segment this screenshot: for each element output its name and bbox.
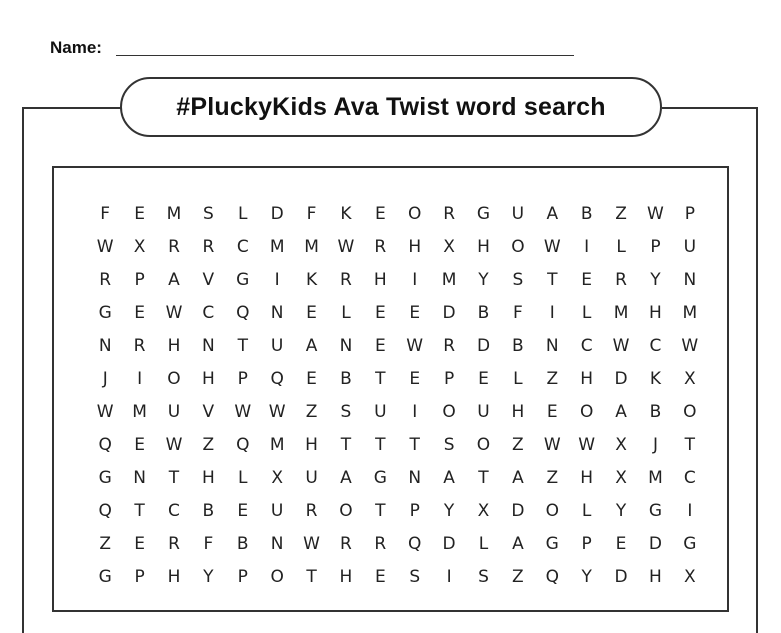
grid-letter[interactable]: I (137, 369, 143, 389)
grid-row (88, 231, 707, 264)
name-input-line[interactable] (116, 55, 574, 56)
grid-row (88, 462, 707, 495)
grid-letter[interactable]: I (549, 303, 555, 323)
grid-letter[interactable]: A (443, 468, 455, 488)
grid-letter[interactable]: C (168, 501, 180, 521)
grid-letter[interactable]: T (168, 468, 180, 488)
grid-letter[interactable]: L (581, 303, 592, 323)
grid-letter[interactable]: W (337, 237, 355, 257)
grid-letter[interactable]: R (99, 270, 112, 290)
grid-letter[interactable]: M (441, 270, 457, 290)
grid-letter[interactable]: Z (615, 204, 627, 224)
grid-letter[interactable]: P (134, 567, 145, 587)
grid-letter[interactable]: S (409, 567, 421, 587)
grid-row (88, 561, 707, 594)
grid-letter[interactable]: R (374, 237, 387, 257)
grid-letter[interactable]: U (270, 501, 284, 521)
grid-letter[interactable]: H (511, 402, 525, 422)
grid-letter[interactable]: B (649, 402, 662, 422)
grid-letter[interactable]: W (543, 237, 561, 257)
grid-letter[interactable]: W (406, 336, 424, 356)
grid-letter[interactable]: F (100, 204, 111, 224)
grid-letter[interactable]: P (684, 204, 695, 224)
grid-letter[interactable]: O (545, 501, 559, 521)
grid-letter[interactable]: X (684, 567, 696, 587)
grid-letter[interactable]: U (477, 402, 490, 422)
grid-letter[interactable]: R (202, 237, 215, 257)
grid-letter[interactable]: H (201, 369, 215, 389)
grid-letter[interactable]: H (580, 468, 594, 488)
title-banner (120, 77, 662, 137)
grid-letter[interactable]: N (98, 336, 112, 356)
grid-letter[interactable]: M (132, 402, 147, 422)
word-search-box (52, 166, 729, 612)
grid-letter[interactable]: W (96, 237, 114, 257)
name-label: Name: (50, 38, 102, 57)
grid-letter[interactable]: H (201, 468, 215, 488)
grid-letter[interactable]: H (477, 237, 490, 257)
grid-letter[interactable]: P (237, 369, 248, 389)
grid-letter[interactable]: L (616, 237, 626, 257)
grid-letter[interactable]: E (409, 303, 421, 323)
grid-row (88, 429, 707, 462)
grid-letter[interactable]: R (340, 270, 352, 290)
grid-letter[interactable]: X (615, 435, 627, 455)
grid-letter[interactable]: I (687, 501, 693, 521)
grid-letter[interactable]: U (511, 204, 525, 224)
grid-letter[interactable]: L (238, 204, 248, 224)
grid-letter[interactable]: U (374, 402, 387, 422)
grid-letter[interactable]: J (652, 435, 658, 455)
grid-letter[interactable]: W (268, 402, 286, 422)
grid-letter[interactable]: A (546, 204, 559, 224)
grid-letter[interactable]: V (202, 402, 215, 422)
grid-letter[interactable]: Z (512, 567, 524, 587)
grid-letter[interactable]: P (134, 270, 145, 290)
frame-top-left-line (22, 107, 122, 109)
grid-letter[interactable]: E (134, 534, 145, 554)
grid-letter[interactable]: E (134, 435, 145, 455)
grid-letter[interactable]: O (167, 369, 181, 389)
grid-letter[interactable]: T (547, 270, 558, 290)
grid-letter[interactable]: H (167, 336, 181, 356)
grid-letter[interactable]: W (681, 336, 699, 356)
grid-letter[interactable]: W (578, 435, 596, 455)
grid-letter[interactable]: D (476, 336, 491, 356)
grid-row (88, 198, 707, 231)
grid-letter[interactable]: E (374, 336, 386, 356)
grid-letter[interactable]: B (340, 369, 352, 389)
grid-letter[interactable]: E (237, 501, 249, 521)
grid-letter[interactable]: G (236, 270, 250, 290)
grid-letter[interactable]: L (513, 369, 523, 389)
grid-letter[interactable]: H (373, 270, 387, 290)
grid-letter[interactable]: P (650, 237, 661, 257)
grid-letter[interactable]: Y (478, 270, 489, 290)
grid-letter[interactable]: Z (546, 468, 559, 488)
grid-letter[interactable]: T (237, 336, 248, 356)
grid-letter[interactable]: Q (408, 534, 422, 554)
grid-letter[interactable]: R (340, 534, 352, 554)
grid-letter[interactable]: K (649, 369, 662, 389)
grid-letter[interactable]: F (306, 204, 317, 224)
grid-letter[interactable]: P (581, 534, 592, 554)
grid-letter[interactable]: M (613, 303, 629, 323)
grid-letter[interactable]: B (512, 336, 524, 356)
grid-letter[interactable]: T (375, 501, 386, 521)
grid-letter[interactable]: G (683, 534, 697, 554)
grid-letter[interactable]: P (237, 567, 248, 587)
grid-letter[interactable]: C (236, 237, 249, 257)
grid-letter[interactable]: W (96, 402, 114, 422)
grid-letter[interactable]: A (340, 468, 352, 488)
grid-row (88, 264, 707, 297)
grid-letter[interactable]: C (649, 336, 662, 356)
grid-letter[interactable]: H (305, 435, 318, 455)
grid-letter[interactable]: R (168, 534, 180, 554)
grid-letter[interactable]: H (649, 567, 662, 587)
grid-letter[interactable]: A (512, 468, 524, 488)
grid-letter[interactable]: Z (305, 402, 318, 422)
grid-letter[interactable]: O (683, 402, 697, 422)
grid-letter[interactable]: G (373, 468, 387, 488)
grid-row (88, 528, 707, 561)
grid-letter[interactable]: L (581, 501, 592, 521)
grid-letter[interactable]: Z (99, 534, 112, 554)
grid-letter[interactable]: K (305, 270, 318, 290)
grid-letter[interactable]: G (545, 534, 559, 554)
grid-letter[interactable]: D (442, 303, 456, 323)
grid-row (88, 297, 707, 330)
grid-letter[interactable]: K (340, 204, 352, 224)
grid-letter[interactable]: H (167, 567, 181, 587)
grid-row (88, 495, 707, 528)
grid-letter[interactable]: E (478, 369, 489, 389)
grid-letter[interactable]: X (684, 369, 696, 389)
grid-letter[interactable]: R (615, 270, 627, 290)
grid-letter[interactable]: N (202, 336, 215, 356)
grid-letter[interactable]: F (203, 534, 214, 554)
grid-letter[interactable]: R (443, 204, 455, 224)
grid-letter[interactable]: X (133, 237, 146, 257)
grid-letter[interactable]: Q (236, 303, 250, 323)
grid-letter[interactable]: Y (443, 501, 455, 521)
grid-letter[interactable]: Q (270, 369, 284, 389)
grid-row (88, 396, 707, 429)
grid-letter[interactable]: R (168, 237, 180, 257)
grid-letter[interactable]: I (584, 237, 590, 257)
grid-letter[interactable]: R (305, 501, 318, 521)
grid-letter[interactable]: F (512, 303, 523, 323)
grid-letter[interactable]: I (412, 402, 418, 422)
grid-letter[interactable]: N (408, 468, 422, 488)
grid-letter[interactable]: G (648, 501, 663, 521)
grid-letter[interactable]: L (341, 303, 351, 323)
grid-letter[interactable]: V (202, 270, 215, 290)
grid-letter[interactable]: Y (203, 567, 214, 587)
grid-letter[interactable]: M (166, 204, 182, 224)
grid-letter[interactable]: S (202, 204, 214, 224)
grid-letter[interactable]: Z (512, 435, 524, 455)
grid-letter[interactable]: H (339, 567, 353, 587)
grid-letter[interactable]: A (305, 336, 318, 356)
grid-letter[interactable]: H (580, 369, 594, 389)
grid-letter[interactable]: X (477, 501, 490, 521)
letter-grid (88, 198, 707, 594)
grid-letter[interactable]: E (374, 303, 386, 323)
grid-letter[interactable]: N (270, 303, 284, 323)
grid-letter[interactable]: B (236, 534, 249, 554)
grid-letter[interactable]: E (409, 369, 421, 389)
grid-letter[interactable]: S (443, 435, 455, 455)
grid-letter[interactable]: L (238, 468, 248, 488)
grid-letter[interactable]: S (340, 402, 352, 422)
grid-letter[interactable]: D (648, 534, 662, 554)
grid-letter[interactable]: U (683, 237, 697, 257)
grid-letter[interactable]: Z (202, 435, 215, 455)
grid-letter[interactable]: U (305, 468, 318, 488)
grid-letter[interactable]: Y (615, 501, 627, 521)
grid-letter[interactable]: Q (236, 435, 250, 455)
grid-letter[interactable]: E (374, 567, 386, 587)
grid-letter[interactable]: Z (546, 369, 559, 389)
grid-letter[interactable]: T (375, 435, 386, 455)
grid-letter[interactable]: O (408, 204, 422, 224)
grid-letter[interactable]: O (339, 501, 353, 521)
grid-letter[interactable]: M (269, 435, 285, 455)
grid-letter[interactable]: N (270, 534, 284, 554)
grid-letter[interactable]: B (580, 204, 593, 224)
grid-letter[interactable]: L (478, 534, 489, 554)
grid-letter[interactable]: E (306, 369, 317, 389)
grid-letter[interactable]: W (612, 336, 630, 356)
grid-letter[interactable]: X (443, 237, 455, 257)
grid-letter[interactable]: U (167, 402, 181, 422)
grid-letter[interactable]: O (270, 567, 284, 587)
grid-letter[interactable]: D (442, 534, 456, 554)
grid-letter[interactable]: O (511, 237, 525, 257)
grid-letter[interactable]: B (202, 501, 215, 521)
grid-letter[interactable]: D (614, 369, 628, 389)
grid-letter[interactable]: W (165, 435, 183, 455)
grid-letter[interactable]: U (270, 336, 284, 356)
grid-letter[interactable]: O (476, 435, 491, 455)
grid-row (88, 330, 707, 363)
grid-letter[interactable]: T (684, 435, 696, 455)
grid-letter[interactable]: M (304, 237, 319, 257)
name-row (50, 36, 576, 60)
grid-letter[interactable]: M (682, 303, 698, 323)
grid-letter[interactable]: N (133, 468, 146, 488)
grid-letter[interactable]: T (340, 435, 352, 455)
grid-letter[interactable]: P (443, 369, 455, 389)
grid-letter[interactable]: T (306, 567, 317, 587)
grid-letter[interactable]: O (579, 402, 594, 422)
grid-letter[interactable]: Q (545, 567, 559, 587)
grid-letter[interactable]: S (512, 270, 524, 290)
grid-row (88, 363, 707, 396)
grid-letter[interactable]: T (375, 369, 386, 389)
page-title: #PluckyKids Ava Twist word search (176, 92, 606, 121)
grid-letter[interactable]: M (269, 237, 285, 257)
grid-letter[interactable]: Q (98, 501, 112, 521)
grid-letter[interactable]: N (545, 336, 559, 356)
grid-letter[interactable]: W (647, 204, 664, 224)
grid-letter[interactable]: I (412, 270, 418, 290)
grid-letter[interactable]: E (546, 402, 558, 422)
grid-letter[interactable]: E (581, 270, 593, 290)
frame-left-border (22, 107, 24, 633)
grid-letter[interactable]: T (134, 501, 145, 521)
grid-letter[interactable]: R (133, 336, 146, 356)
grid-letter[interactable]: P (409, 501, 420, 521)
grid-letter[interactable]: X (271, 468, 283, 488)
grid-letter[interactable]: E (374, 204, 386, 224)
grid-letter[interactable]: Y (581, 567, 592, 587)
frame-right-border (756, 107, 758, 633)
grid-letter[interactable]: E (134, 303, 145, 323)
grid-letter[interactable]: S (478, 567, 489, 587)
grid-letter[interactable]: W (303, 534, 320, 554)
grid-letter[interactable]: E (615, 534, 627, 554)
grid-letter[interactable]: G (476, 204, 491, 224)
grid-letter[interactable]: N (683, 270, 697, 290)
grid-letter[interactable]: I (446, 567, 452, 587)
grid-letter[interactable]: A (512, 534, 524, 554)
grid-letter[interactable]: N (339, 336, 353, 356)
grid-letter[interactable]: Q (98, 435, 112, 455)
grid-letter[interactable]: C (202, 303, 215, 323)
grid-letter[interactable]: H (408, 237, 422, 257)
grid-letter[interactable]: T (409, 435, 420, 455)
grid-letter[interactable]: G (98, 303, 112, 323)
grid-letter[interactable]: E (306, 303, 317, 323)
grid-letter[interactable]: D (511, 501, 525, 521)
grid-letter[interactable]: C (580, 336, 593, 356)
grid-letter[interactable]: W (165, 303, 183, 323)
grid-letter[interactable]: A (168, 270, 180, 290)
grid-letter[interactable]: T (478, 468, 489, 488)
grid-letter[interactable]: X (615, 468, 627, 488)
grid-letter[interactable]: J (102, 369, 108, 389)
grid-letter[interactable]: E (134, 204, 145, 224)
grid-letter[interactable]: W (543, 435, 561, 455)
grid-letter[interactable]: D (270, 204, 284, 224)
grid-letter[interactable]: I (274, 270, 280, 290)
grid-letter[interactable]: A (615, 402, 627, 422)
grid-letter[interactable]: H (649, 303, 662, 323)
grid-letter[interactable]: G (98, 567, 112, 587)
grid-letter[interactable]: C (683, 468, 696, 488)
grid-letter[interactable]: M (648, 468, 663, 488)
grid-letter[interactable]: W (234, 402, 252, 422)
grid-letter[interactable]: D (614, 567, 628, 587)
grid-letter[interactable]: O (442, 402, 456, 422)
grid-letter[interactable]: R (443, 336, 455, 356)
grid-letter[interactable]: R (374, 534, 387, 554)
grid-letter[interactable]: G (98, 468, 112, 488)
frame-top-right-line (662, 107, 758, 109)
grid-letter[interactable]: Y (650, 270, 661, 290)
grid-letter[interactable]: B (477, 303, 490, 323)
